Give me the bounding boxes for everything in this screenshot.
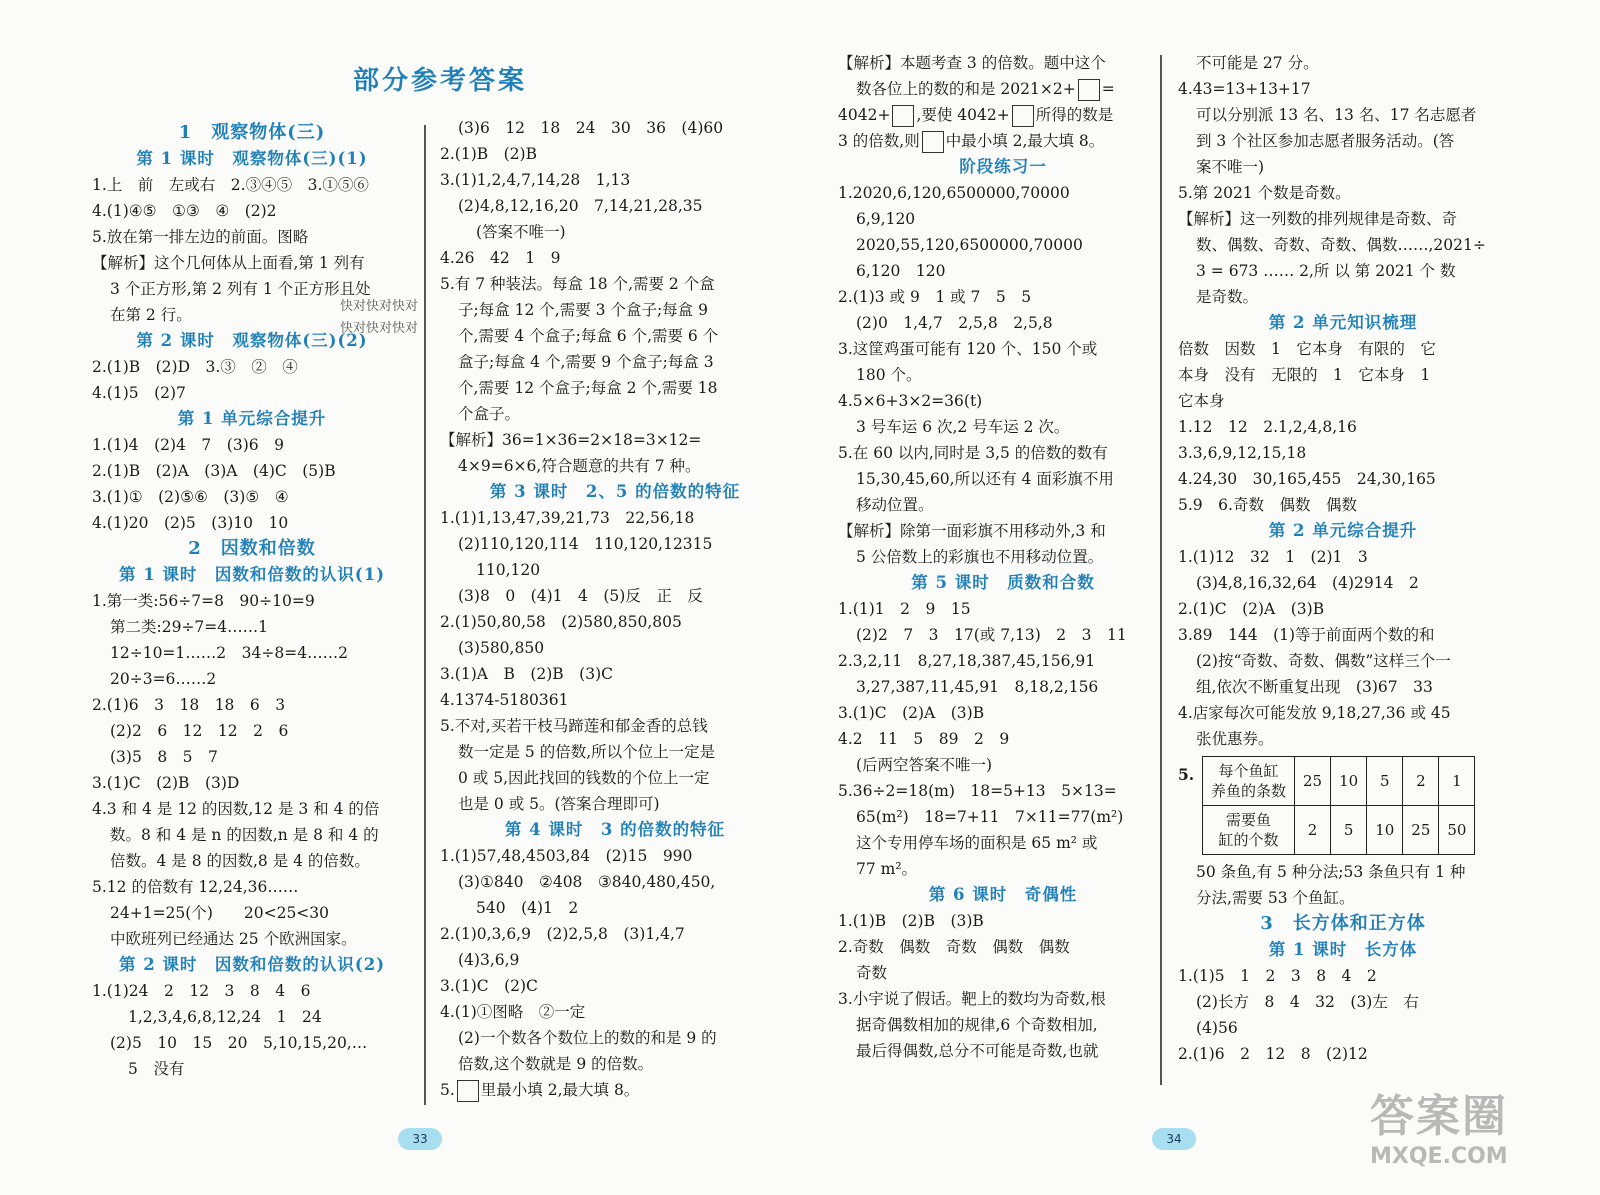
answer-line: 本身 没有 无限的 1 它本身 1 bbox=[1178, 366, 1431, 384]
answer-line: 1.(1)5 1 2 3 8 4 2 bbox=[1178, 967, 1377, 985]
analysis-line: 3 的倍数,则 中最小填 2,最大填 8。 bbox=[838, 128, 1168, 154]
answer-line: 6,9,120 bbox=[856, 210, 916, 228]
answer-line: 50 条鱼,有 5 种分法;53 条鱼只有 1 种 bbox=[1196, 863, 1466, 881]
section-heading: 第 2 单元综合提升 bbox=[1268, 521, 1418, 540]
answer-column-1 bbox=[92, 120, 412, 1082]
answer-line: (2)4,8,12,16,20 7,14,21,28,35 bbox=[458, 197, 703, 215]
answer-line: 2.(1)B (2)A (3)A (4)C (5)B bbox=[92, 462, 336, 480]
answer-line: 1.(1)12 32 1 (2)1 3 bbox=[1178, 548, 1368, 566]
answer-line: 540 (4)1 2 bbox=[476, 899, 579, 917]
answer-line: (2)2 7 3 17(或 7,13) 2 3 11 bbox=[856, 626, 1127, 644]
answer-line: 180 个。 bbox=[856, 366, 922, 384]
analysis-line: 数各位上的数的和是 2021×2+ = bbox=[838, 76, 1168, 102]
answer-column-2 bbox=[440, 115, 790, 1103]
answer-line: 1.上 前 左或右 2.③④⑤ 3.①⑤⑥ bbox=[92, 176, 369, 194]
answer-line: (3)5 8 5 7 bbox=[110, 748, 218, 766]
answer-line: 个,需要 12 个盒子;每盒 2 个,需要 18 bbox=[458, 379, 718, 397]
column-divider bbox=[424, 125, 426, 1105]
answer-line: 2.3,2,11 8,27,18,387,45,156,91 bbox=[838, 652, 1096, 670]
answer-line: (2)长方 8 4 32 (3)左 右 bbox=[1196, 993, 1419, 1011]
answer-line: 是奇数。 bbox=[1196, 288, 1259, 306]
answer-line: 2.(1)50,80,58 (2)580,850,805 bbox=[440, 613, 682, 631]
answer-line: (2)110,120,114 110,120,12315 bbox=[458, 535, 713, 553]
section-heading: 第 2 课时 观察物体(三)(2) bbox=[136, 331, 368, 350]
answer-line: 1.(1)1 2 9 15 bbox=[838, 600, 971, 618]
answer-line: 4.(1)④⑤ ①③ ④ (2)2 bbox=[92, 202, 277, 220]
answer-column-4 bbox=[1178, 50, 1508, 1067]
table-cell: 1 bbox=[1439, 757, 1475, 806]
answer-line: 3 = 673 …… 2,所 以 第 2021 个 数 bbox=[1196, 262, 1456, 280]
answer-line: 3.小宇说了假话。靶上的数均为奇数,根 bbox=[838, 990, 1106, 1008]
blank-box bbox=[892, 105, 914, 127]
question-number: 5. bbox=[1178, 765, 1195, 784]
analysis-line: 【解析】本题考查 3 的倍数。题中这个 bbox=[838, 54, 1106, 72]
answer-line: (2)一个数各个数位上的数的和是 9 的 bbox=[458, 1029, 717, 1047]
page-title: 部分参考答案 bbox=[352, 66, 527, 96]
answer-line: (3)6 12 18 24 30 36 (4)60 bbox=[458, 119, 724, 137]
section-heading: 第 2 课时 因数和倍数的认识(2) bbox=[118, 955, 386, 974]
answer-line: 4.店家每次可能发放 9,18,27,36 或 45 bbox=[1178, 704, 1451, 722]
answer-line: 4.5×6+3×2=36(t) bbox=[838, 392, 983, 410]
answer-line: 2.(1)B (2)B bbox=[440, 145, 537, 163]
answer-line: 4×9=6×6,符合题意的共有 7 种。 bbox=[458, 457, 701, 475]
table-cell: 50 bbox=[1439, 806, 1475, 855]
answer-line: 最后得偶数,总分不可能是奇数,也就 bbox=[856, 1042, 1099, 1060]
answer-line: (2)0 1,4,7 2,5,8 2,5,8 bbox=[856, 314, 1053, 332]
answer-line: 110,120 bbox=[476, 561, 541, 579]
answer-line: 2.(1)6 3 18 18 6 3 bbox=[92, 696, 286, 714]
answer-line: 1.(1)24 2 12 3 8 4 6 bbox=[92, 982, 311, 1000]
answer-line: (2)5 10 15 20 5,10,15,20,… bbox=[110, 1034, 368, 1052]
answer-line: 【解析】这个几何体从上面看,第 1 列有 bbox=[92, 254, 365, 272]
answer-line: 数。8 和 4 是 n 的因数,n 是 8 和 4 的 bbox=[110, 826, 379, 844]
table-cell: 5 bbox=[1367, 757, 1403, 806]
answer-line: 个盒子。 bbox=[458, 405, 521, 423]
answer-line: 1,2,3,4,6,8,12,24 1 24 bbox=[128, 1008, 322, 1026]
section-heading: 第 1 课时 因数和倍数的认识(1) bbox=[118, 565, 386, 584]
answer-line: (2)按“奇数、奇数、偶数”这样三个一 bbox=[1196, 652, 1451, 670]
answer-line: 这个专用停车场的面积是 65 m² 或 bbox=[856, 834, 1098, 852]
answer-line: 1.(1)B (2)B (3)B bbox=[838, 912, 984, 930]
blank-box bbox=[922, 131, 944, 153]
answer-line: 4.(1)①图略 ②一定 bbox=[440, 1003, 586, 1021]
answer-line: 4.(1)20 (2)5 (3)10 10 bbox=[92, 514, 289, 532]
answer-line: (答案不唯一) bbox=[476, 223, 566, 241]
answer-column-3 bbox=[838, 50, 1168, 1064]
answer-line: 倍数,这个数就是 9 的倍数。 bbox=[458, 1055, 654, 1073]
analysis-line: 4042+ ,要使 4042+ 所得的数是 bbox=[838, 102, 1168, 128]
table-cell: 25 bbox=[1403, 806, 1439, 855]
answer-line: 它本身 bbox=[1178, 392, 1225, 410]
answer-line: 也是 0 或 5。(答案合理即可) bbox=[458, 795, 660, 813]
answer-line: 奇数 bbox=[856, 964, 888, 982]
section-heading: 第 5 课时 质数和合数 bbox=[911, 573, 1095, 592]
table-cell: 25 bbox=[1295, 757, 1331, 806]
answer-line: 2.(1)3 或 9 1 或 7 5 5 bbox=[838, 288, 1032, 306]
answer-line: 1.(1)57,48,4503,84 (2)15 990 bbox=[440, 847, 693, 865]
answer-line: 倍数 因数 1 它本身 有限的 它 bbox=[1178, 340, 1436, 358]
answer-line: 子;每盒 12 个,需要 3 个盒子;每盒 9 bbox=[458, 301, 708, 319]
page-number-33: 33 bbox=[398, 1128, 442, 1150]
section-heading: 第 3 课时 2、5 的倍数的特征 bbox=[489, 482, 741, 501]
answer-line: 【解析】36=1×36=2×18=3×12= bbox=[440, 431, 702, 449]
answer-line: 5.36÷2=18(m) 18=5+13 5×13= bbox=[838, 782, 1117, 800]
answer-line: 4.2 11 5 89 2 9 bbox=[838, 730, 1010, 748]
answer-line: 4.26 42 1 9 bbox=[440, 249, 561, 267]
answer-line: (2)2 6 12 12 2 6 bbox=[110, 722, 289, 740]
answer-line: 3.(1)C (2)A (3)B bbox=[838, 704, 985, 722]
answer-line: 4.43=13+13+17 bbox=[1178, 80, 1311, 98]
answer-line: 在第 2 行。 bbox=[110, 306, 192, 324]
answer-line: 到 3 个社区参加志愿者服务活动。(答 bbox=[1196, 132, 1455, 150]
answer-line: 【解析】除第一面彩旗不用移动外,3 和 bbox=[838, 522, 1106, 540]
answer-line: 5. 里最小填 2,最大填 8。 bbox=[440, 1077, 790, 1103]
answer-line: 3.(1)A B (2)B (3)C bbox=[440, 665, 613, 683]
section-heading: 第 2 单元知识梳理 bbox=[1268, 313, 1418, 332]
overlay-watermark: 快对快对快对 快对快对快对 bbox=[340, 299, 419, 336]
table-cell: 2 bbox=[1403, 757, 1439, 806]
answer-line: (3)①840 ②408 ③840,480,450, bbox=[458, 873, 716, 891]
answer-line: 65(m²) 18=7+11 7×11=77(m²) bbox=[856, 808, 1124, 826]
table-cell: 10 bbox=[1331, 757, 1367, 806]
answer-line: (4)56 bbox=[1196, 1019, 1238, 1037]
answer-line: 3 号车运 6 次,2 号车运 2 次。 bbox=[856, 418, 1070, 436]
answer-line: (后两空答案不唯一) bbox=[856, 756, 993, 774]
answer-line: 倍数。4 是 8 的因数,8 是 4 的倍数。 bbox=[110, 852, 370, 870]
answer-line: 2.(1)C (2)A (3)B bbox=[1178, 600, 1325, 618]
section-heading: 1 观察物体(三) bbox=[178, 122, 326, 143]
answer-line: 2.(1)6 2 12 8 (2)12 bbox=[1178, 1045, 1368, 1063]
section-heading: 第 1 单元综合提升 bbox=[177, 409, 327, 428]
section-heading: 第 4 课时 3 的倍数的特征 bbox=[504, 820, 726, 839]
answer-line: 1.(1)4 (2)4 7 (3)6 9 bbox=[92, 436, 284, 454]
row-header: 需要鱼 缸的个数 bbox=[1203, 806, 1295, 855]
answer-line: 第二类:29÷7=4……1 bbox=[110, 618, 269, 636]
answer-line: 3 个正方形,第 2 列有 1 个正方形且处 bbox=[110, 280, 371, 298]
answer-line: 5.有 7 种装法。每盒 18 个,需要 2 个盒 bbox=[440, 275, 715, 293]
table-cell: 10 bbox=[1367, 806, 1403, 855]
answer-line: 据奇偶数相加的规律,6 个奇数相加, bbox=[856, 1016, 1098, 1034]
answer-line: 可以分别派 13 名、13 名、17 名志愿者 bbox=[1196, 106, 1477, 124]
answer-line: 4.3 和 4 是 12 的因数,12 是 3 和 4 的倍 bbox=[92, 800, 380, 818]
answer-line: 3.这筐鸡蛋可能有 120 个、150 个或 bbox=[838, 340, 1098, 358]
answer-line: 3.(1)1,2,4,7,14,28 1,13 bbox=[440, 171, 631, 189]
fish-table bbox=[1202, 756, 1475, 855]
answer-line: 4.1374-5180361 bbox=[440, 691, 569, 709]
answer-line: 分法,需要 53 个鱼缸。 bbox=[1196, 889, 1355, 907]
answer-line: 5.在 60 以内,同时是 3,5 的倍数的数有 bbox=[838, 444, 1108, 462]
answer-line: 1.第一类:56÷7=8 90÷10=9 bbox=[92, 592, 315, 610]
answer-line: 4.24,30 30,165,455 24,30,165 bbox=[1178, 470, 1436, 488]
answer-line: 1.12 12 2.1,2,4,8,16 bbox=[1178, 418, 1357, 436]
section-heading: 第 1 课时 长方体 bbox=[1268, 940, 1418, 959]
answer-line: 77 m²。 bbox=[856, 860, 918, 878]
column-divider bbox=[1160, 55, 1162, 1085]
answer-line: 5.第 2021 个数是奇数。 bbox=[1178, 184, 1351, 202]
answer-line: 不可能是 27 分。 bbox=[1196, 54, 1319, 72]
section-heading: 3 长方体和正方体 bbox=[1260, 913, 1426, 934]
answer-line: 5 没有 bbox=[128, 1060, 185, 1078]
answer-line: 数、偶数、奇数、奇数、偶数……,2021÷ bbox=[1196, 236, 1486, 254]
answer-line: 2020,55,120,6500000,70000 bbox=[856, 236, 1083, 254]
answer-line: 2.(1)0,3,6,9 (2)2,5,8 (3)1,4,7 bbox=[440, 925, 685, 943]
answer-line: 3.(1)C (2)B (3)D bbox=[92, 774, 240, 792]
answer-line: (4)3,6,9 bbox=[458, 951, 520, 969]
answer-line: 张优惠券。 bbox=[1196, 730, 1274, 748]
row-header: 每个鱼缸 养鱼的条数 bbox=[1203, 757, 1295, 806]
answer-line: 12÷10=1……2 34÷8=4……2 bbox=[110, 644, 348, 662]
page-number-34: 34 bbox=[1152, 1128, 1196, 1150]
answer-line: 3.(1)C (2)C bbox=[440, 977, 538, 995]
section-heading: 第 1 课时 观察物体(三)(1) bbox=[136, 149, 368, 168]
answer-line: 5 公倍数上的彩旗也不用移动位置。 bbox=[856, 548, 1104, 566]
answer-line: 3.(1)① (2)⑤⑥ (3)⑤ ④ bbox=[92, 488, 289, 506]
answer-line: 个,需要 4 个盒子;每盒 6 个,需要 6 个 bbox=[458, 327, 719, 345]
answer-line: 15,30,45,60,所以还有 4 面彩旗不用 bbox=[856, 470, 1114, 488]
answer-line: 2.(1)B (2)D 3.③ ② ④ bbox=[92, 358, 298, 376]
answer-line: 6,120 120 bbox=[856, 262, 946, 280]
answer-line: 盒子;每盒 4 个,需要 9 个盒子;每盒 3 bbox=[458, 353, 714, 371]
answer-line: 【解析】这一列数的排列规律是奇数、奇 bbox=[1178, 210, 1458, 228]
section-heading: 第 6 课时 奇偶性 bbox=[928, 885, 1078, 904]
answer-line: 3.89 144 (1)等于前面两个数的和 bbox=[1178, 626, 1435, 644]
answer-line: 组,依次不断重复出现 (3)67 33 bbox=[1196, 678, 1433, 696]
fish-table-block bbox=[1178, 756, 1508, 855]
blank-box bbox=[1012, 105, 1034, 127]
answer-line: (3)4,8,16,32,64 (4)2914 2 bbox=[1196, 574, 1419, 592]
section-heading: 2 因数和倍数 bbox=[188, 538, 316, 559]
blank-box bbox=[1078, 79, 1100, 101]
answer-line: 1.2020,6,120,6500000,70000 bbox=[838, 184, 1070, 202]
answer-line: 移动位置。 bbox=[856, 496, 934, 514]
answer-line: 0 或 5,因此找回的钱数的个位上一定 bbox=[458, 769, 710, 787]
table-cell: 5 bbox=[1331, 806, 1367, 855]
answer-line: 4.(1)5 (2)7 bbox=[92, 384, 186, 402]
answer-line: 案不唯一) bbox=[1196, 158, 1265, 176]
answer-line: 2.奇数 偶数 奇数 偶数 偶数 bbox=[838, 938, 1070, 956]
answer-line: 20÷3=6……2 bbox=[110, 670, 217, 688]
answer-line: (3)580,850 bbox=[458, 639, 545, 657]
answer-line: 3.3,6,9,12,15,18 bbox=[1178, 444, 1307, 462]
answer-line: (3)8 0 (4)1 4 (5)反 正 反 bbox=[458, 587, 703, 605]
answer-line: 数一定是 5 的倍数,所以个位上一定是 bbox=[458, 743, 716, 761]
answer-line: 1.(1)1,13,47,39,21,73 22,56,18 bbox=[440, 509, 695, 527]
table-cell: 2 bbox=[1295, 806, 1331, 855]
blank-box bbox=[457, 1080, 479, 1102]
answer-line: 中欧班列已经通达 25 个欧洲国家。 bbox=[110, 930, 357, 948]
answer-line: 5.12 的倍数有 12,24,36…… bbox=[92, 878, 299, 896]
site-watermark-logo: 答案圈 MXQE.COM bbox=[1370, 1091, 1508, 1169]
answer-line: 5.不对,买若干枝马蹄莲和郁金香的总钱 bbox=[440, 717, 708, 735]
answer-line: 3,27,387,11,45,91 8,18,2,156 bbox=[856, 678, 1099, 696]
section-heading: 阶段练习一 bbox=[959, 157, 1047, 176]
answer-line: 24+1=25(个) 20<25<30 bbox=[110, 904, 330, 922]
answer-line: 5.放在第一排左边的前面。图略 bbox=[92, 228, 309, 246]
answer-line: 5.9 6.奇数 偶数 偶数 bbox=[1178, 496, 1357, 514]
